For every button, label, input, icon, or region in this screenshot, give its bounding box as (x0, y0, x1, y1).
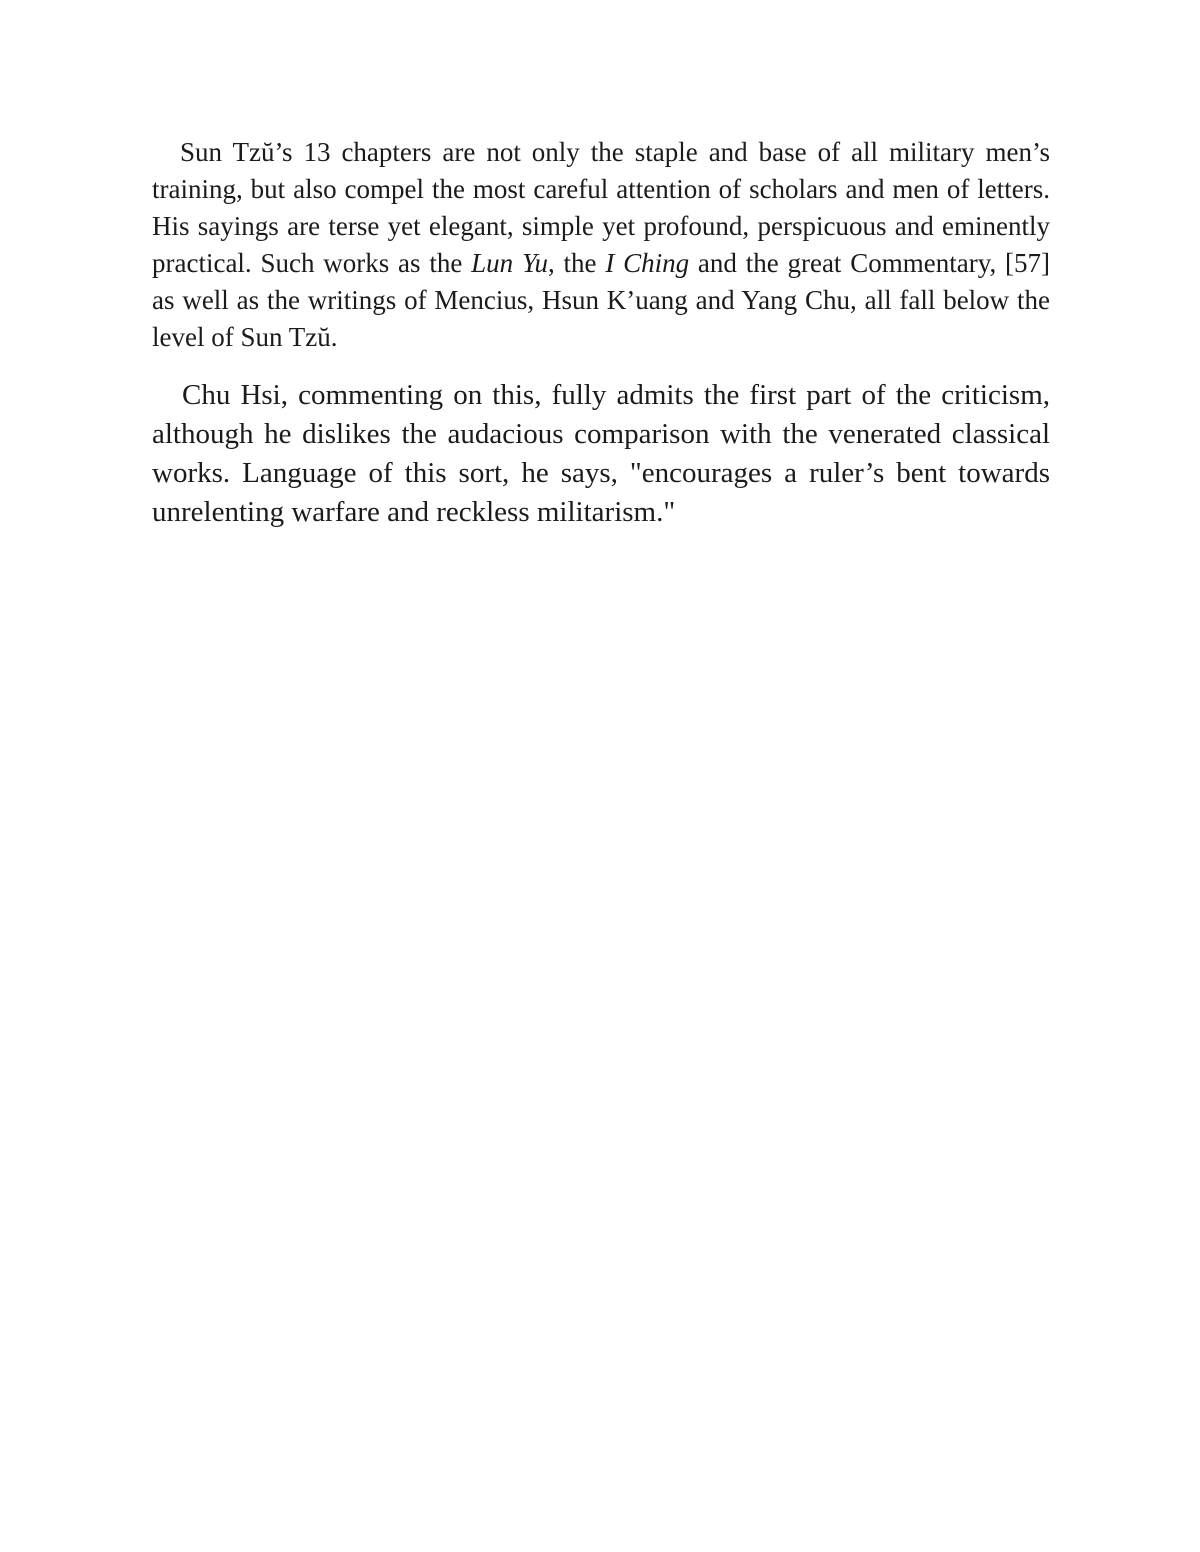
text-segment: , the (548, 248, 606, 278)
text-segment: Chu Hsi, commenting on this, fully admits the first part of the criticism, although he dislikes the audacious comparison with the venerated classical works. Language of this sort, he says, "encourages a ruler’s bent towards unrelenting warfare and reckless militarism." (152, 379, 1050, 528)
text-segment: and the great Commentary, [57] as well as the writings of Mencius, Hsun K’uang and Yang Chu, all fall below the level of Sun Tzŭ. (152, 248, 1050, 352)
paragraph-chu-hsi-comment (152, 376, 1050, 532)
text-segment: Sun Tzŭ’s 13 chapters are not only the staple and base of all military men’s training, but also compel the most careful attention of scholars and men of letters. His sayings are terse yet elegant, simple yet profound, perspicuous and eminently practical. Such works as the (152, 137, 1050, 278)
book-title-i-ching: I Ching (605, 248, 690, 278)
book-title-lun-yu: Lun Yu (471, 248, 548, 278)
paragraph-sun-tzu-chapters (152, 134, 1050, 356)
